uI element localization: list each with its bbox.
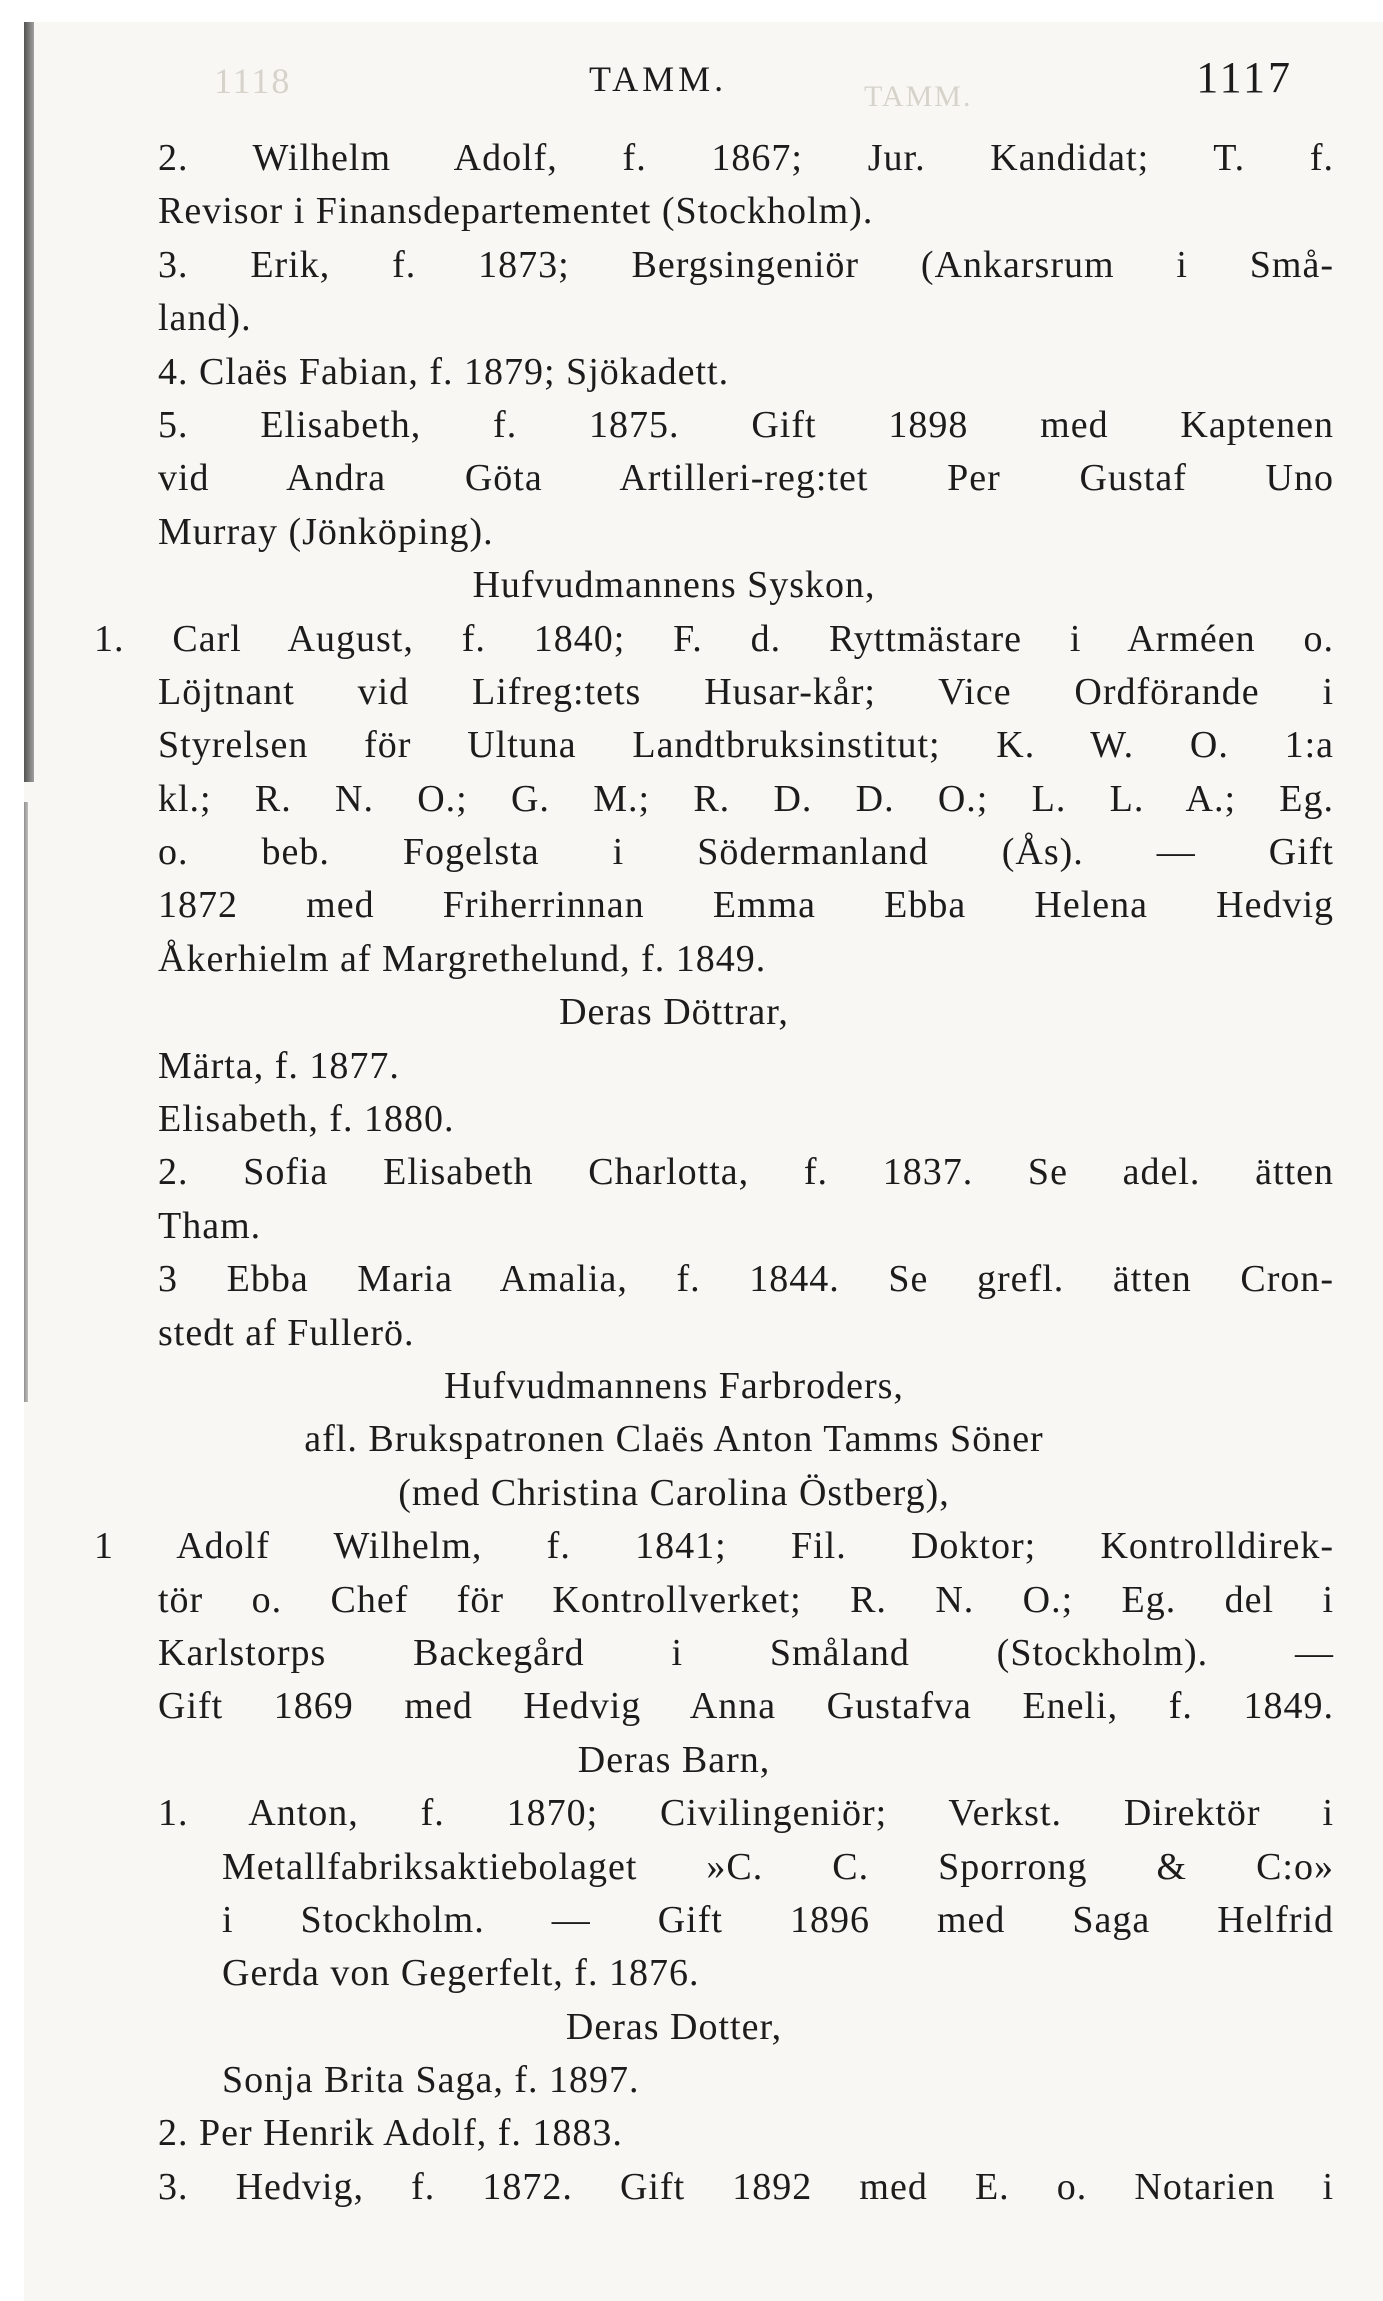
binding-shadow-lower: [24, 802, 28, 1402]
text-line: 1 Adolf Wilhelm, f. 1841; Fil. Doktor; Kontrolldirek-: [94, 1525, 1334, 1568]
text-line: Tham.: [158, 1204, 262, 1247]
book-page: [24, 22, 1383, 2301]
text-line: kl.; R. N. O.; G. M.; R. D. D. O.; L. L. A.; Eg.: [158, 777, 1334, 820]
text-line: 2. Wilhelm Adolf, f. 1867; Jur. Kandidat; T. f.: [158, 137, 1334, 179]
text-line: Deras Dotter,: [565, 2005, 783, 2048]
page-header: [24, 50, 1383, 100]
text-line: stedt af Fullerö.: [158, 1311, 415, 1354]
text-line: 1. Anton, f. 1870; Civilingeniör; Verkst. Direktör i: [158, 1792, 1334, 1835]
text-line: Karlstorps Backegård i Småland (Stockholm). —: [158, 1631, 1334, 1674]
text-line: 2. Per Henrik Adolf, f. 1883.: [158, 2112, 623, 2155]
text-line: Åkerhielm af Margrethelund, f. 1849.: [158, 937, 767, 980]
text-line: Hufvudmannens Farbroders,: [444, 1364, 904, 1407]
text-line: (med Christina Carolina Östberg),: [398, 1471, 950, 1514]
text-line: Revisor i Finansdepartementet (Stockholm).: [158, 190, 874, 233]
text-line: 3. Erik, f. 1873; Bergsingeniör (Ankarsrum i Små-: [158, 243, 1334, 286]
text-line: 2. Sofia Elisabeth Charlotta, f. 1837. Se adel. ätten: [158, 1151, 1334, 1194]
text-line: 3 Ebba Maria Amalia, f. 1844. Se grefl. ätten Cron-: [158, 1258, 1334, 1301]
text-line: Märta, f. 1877.: [158, 1044, 400, 1087]
text-line: tör o. Chef för Kontrollverket; R. N. O.; Eg. del i: [158, 1578, 1334, 1621]
text-line: 1. Carl August, f. 1840; F. d. Ryttmästare i Arméen o.: [94, 617, 1334, 660]
text-line: land).: [158, 297, 252, 340]
text-line: Deras Döttrar,: [559, 991, 789, 1034]
text-line: Elisabeth, f. 1880.: [158, 1098, 455, 1141]
text-line: Löjtnant vid Lifreg:tets Husar-kår; Vice Ordförande i: [158, 670, 1334, 713]
binding-shadow: [24, 22, 34, 782]
page-number: 1117: [1196, 53, 1293, 102]
text-line: i Stockholm. — Gift 1896 med Saga Helfrid: [222, 1898, 1334, 1941]
text-line: afl. Brukspatronen Claës Anton Tamms Söner: [304, 1418, 1044, 1461]
text-line: Gerda von Gegerfelt, f. 1876.: [222, 1952, 700, 1995]
text-line: 5. Elisabeth, f. 1875. Gift 1898 med Kaptenen: [158, 403, 1334, 446]
text-line: 4. Claës Fabian, f. 1879; Sjökadett.: [158, 350, 730, 393]
running-head: TAMM.: [589, 59, 728, 99]
text-line: Metallfabriksaktiebolaget »C. C. Sporrong & C:o»: [222, 1845, 1334, 1888]
page-body: [94, 132, 1334, 2214]
show-through-page-number: 1118: [214, 61, 292, 101]
text-line: o. beb. Fogelsta i Södermanland (Ås). — Gift: [158, 831, 1334, 874]
text-line: 3. Hedvig, f. 1872. Gift 1892 med E. o. Notarien i: [158, 2165, 1334, 2208]
text-line: Styrelsen för Ultuna Landtbruksinstitut; K. W. O. 1:a: [158, 724, 1334, 767]
text-line: 1872 med Friherrinnan Emma Ebba Helena Hedvig: [158, 884, 1334, 927]
text-line: vid Andra Göta Artilleri-reg:tet Per Gustaf Uno: [158, 457, 1334, 500]
text-line: Gift 1869 med Hedvig Anna Gustafva Eneli, f. 1849.: [158, 1685, 1334, 1728]
text-line: Sonja Brita Saga, f. 1897.: [222, 2059, 640, 2102]
text-line: Hufvudmannens Syskon,: [472, 564, 876, 607]
text-line: Murray (Jönköping).: [158, 510, 494, 553]
text-line: Deras Barn,: [577, 1738, 771, 1781]
show-through-running-head: TAMM.: [864, 80, 973, 113]
